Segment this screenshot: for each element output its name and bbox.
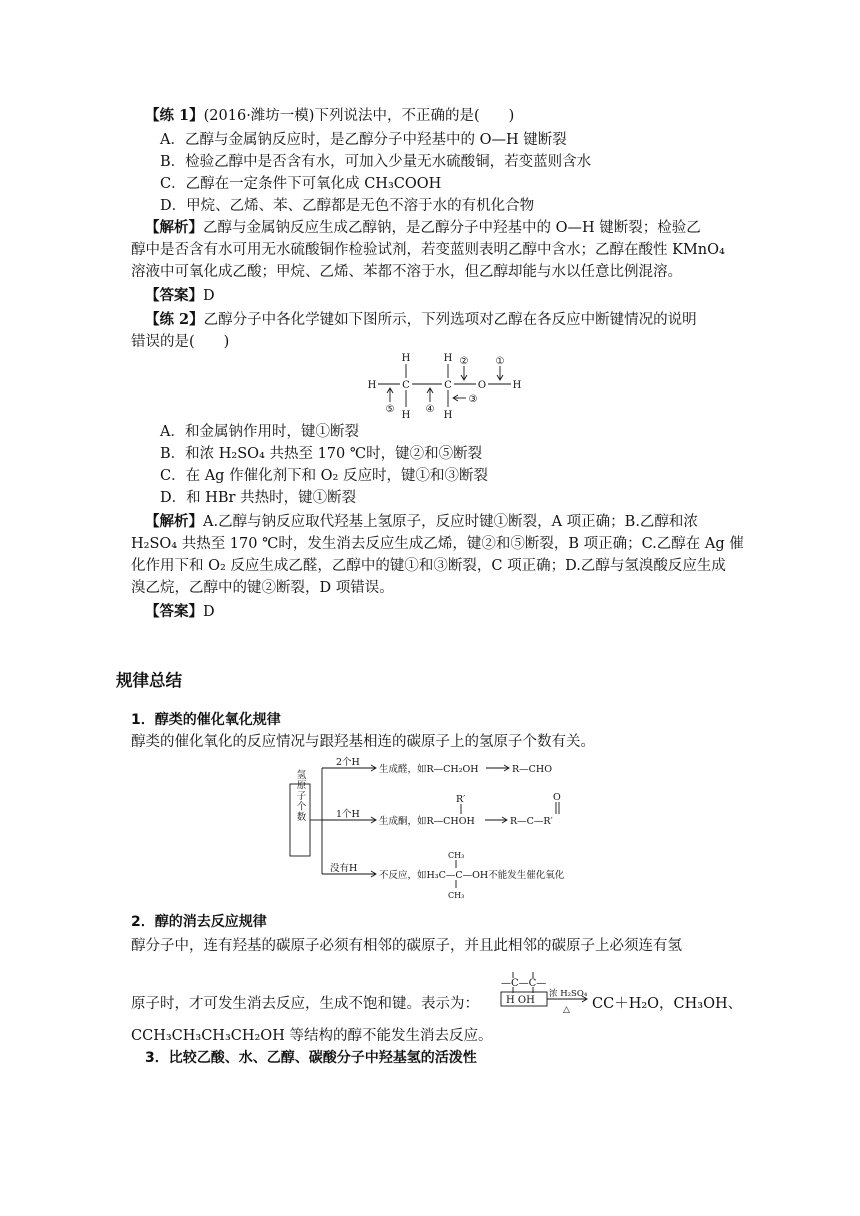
atom-c-2: C	[444, 380, 452, 391]
eq-heat: △	[563, 1005, 570, 1015]
branch-2-result: 生成酮，如R—CHOH	[379, 816, 475, 827]
bond-label-1: ①	[495, 356, 505, 367]
q2-tag: 【练 2】	[145, 311, 204, 328]
branch-3-substituent-bottom: CH₃	[448, 891, 465, 900]
bond-label-4: ④	[425, 404, 435, 415]
q1-analysis-line-2: 醇中是否含有水可用无水硫酸铜作检验试剂，若变蓝则表明乙醇中含水；乙醇在酸性 KMnO₄	[131, 242, 725, 258]
ethanol-bond-diagram	[360, 350, 540, 422]
q2-analysis-tag: 【解析】	[145, 513, 203, 530]
bond-label-5: ⑤	[385, 404, 395, 415]
q1-answer-tag: 【答案】	[145, 287, 203, 304]
rule-3-heading: 3．比较乙酸、水、乙醇、碳酸分子中羟基氢的活泼性	[145, 1050, 477, 1066]
oxidation-rule-diagram	[286, 756, 616, 906]
atom-h-right: H	[512, 380, 522, 391]
rule-2-heading: 2．醇的消去反应规律	[131, 914, 267, 930]
q1-answer-value: D	[203, 288, 215, 304]
eq-condition: 浓 H₂SO₄	[549, 989, 588, 999]
q1-analysis-line-1	[145, 218, 701, 238]
eq-top-structure: —C—C—	[501, 978, 547, 989]
branch-2-product-top: O	[553, 792, 561, 803]
q2-option-a: A．和金属钠作用时，键①断裂	[160, 424, 359, 440]
q1-option-d: D．甲烷、乙烯、苯、乙醇都是无色不溶于水的有机化合物	[160, 198, 535, 214]
diagram-box-label: 氢原子个数	[294, 769, 306, 823]
q2-stem-text-1: 乙醇分子中各化学键如下图所示，下列选项对乙醇在各反应中断键情况的说明	[203, 312, 697, 328]
q2-analysis-line-2: H₂SO₄ 共热至 170 ℃时，发生消去反应生成乙烯，键②和⑤断裂，B 项正确；C.乙醇在 Ag 催	[131, 536, 744, 552]
q1-stem	[145, 106, 514, 126]
q1-analysis-text-1: 乙醇与金属钠反应生成乙醇钠，是乙醇分子中羟基中的 O—H 键断裂；检验乙	[203, 220, 701, 236]
rule-2-line-2-post: CC＋H₂O，CH₃OH、	[592, 996, 743, 1012]
q1-analysis-line-3: 溶液中可氧化成乙酸；甲烷、乙烯、苯都不溶于水，但乙醇却能与水以任意比例混溶。	[131, 264, 682, 280]
branch-1-result: 生成醛，如R—CH₂OH	[379, 764, 479, 775]
bond-label-3: ③	[468, 394, 478, 405]
q1-option-a: A．乙醇与金属钠反应时，是乙醇分子中羟基中的 O—H 键断裂	[160, 132, 567, 148]
elimination-equation	[497, 968, 592, 1018]
q1-stem-text: (2016·潍坊一模)下列说法中，不正确的是( )	[203, 108, 515, 124]
atom-c-1: C	[402, 380, 410, 391]
atom-h-bottom-1: H	[401, 410, 411, 421]
bond-label-2: ②	[459, 356, 469, 367]
rule-2-line-1: 醇分子中，连有羟基的碳原子必须有相邻的碳原子，并且此相邻的碳原子上必须连有氢	[131, 938, 682, 954]
q1-answer	[145, 286, 215, 306]
atom-h-bottom-2: H	[443, 410, 453, 421]
q2-answer	[145, 602, 215, 622]
rule-2-line-3: CCH₃CH₃CH₃CH₂OH 等结构的醇不能发生消去反应。	[131, 1028, 493, 1044]
q1-analysis-tag: 【解析】	[145, 219, 203, 236]
rule-1-heading: 1．醇类的催化氧化规律	[131, 712, 281, 728]
q2-option-c: C．在 Ag 作催化剂下和 O₂ 反应时，键①和③断裂	[160, 468, 488, 484]
q2-stem-line-1	[145, 310, 697, 330]
section-title: 规律总结	[116, 671, 182, 690]
branch-2-condition: 1个H	[336, 809, 360, 820]
q2-stem-line-2: 错误的是( )	[131, 334, 230, 350]
q1-option-c: C．乙醇在一定条件下可氧化成 CH₃COOH	[160, 176, 442, 192]
q2-option-b: B．和浓 H₂SO₄ 共热至 170 ℃时，键②和⑤断裂	[160, 446, 483, 462]
branch-2-substituent: R′	[456, 794, 466, 805]
branch-3-condition: 没有H	[330, 863, 358, 874]
branch-1-product: R—CHO	[512, 764, 552, 775]
atom-h-left: H	[367, 380, 377, 391]
q2-analysis-line-1	[145, 512, 698, 532]
atom-h-top-1: H	[401, 353, 411, 364]
q2-analysis-line-3: 化作用下和 O₂ 反应生成乙醛，乙醇中的键①和③断裂，C 项正确；D.乙醇与氢溴酸反应生成	[131, 558, 726, 574]
rule-1-text: 醇类的催化氧化的反应情况与跟羟基相连的碳原子上的氢原子个数有关。	[131, 734, 595, 750]
eq-bottom-structure: H OH	[506, 995, 535, 1006]
branch-1-condition: 2个H	[336, 757, 360, 768]
q2-analysis-text-1: A.乙醇与钠反应取代羟基上氢原子，反应时键①断裂，A 项正确；B.乙醇和浓	[203, 514, 698, 530]
branch-3-result: 不反应，如H₃C—C—OH不能发生催化氧化	[379, 870, 565, 881]
atom-h-top-2: H	[443, 353, 453, 364]
branch-2-product: R—C—R′	[510, 816, 553, 827]
atom-o: O	[477, 380, 487, 391]
q2-answer-value: D	[203, 604, 215, 620]
branch-3-substituent-top: CH₃	[448, 851, 465, 860]
q2-analysis-line-4: 溴乙烷，乙醇中的键②断裂，D 项错误。	[131, 580, 394, 596]
q2-answer-tag: 【答案】	[145, 603, 203, 620]
rule-2-line-2-pre: 原子时，才可发生消去反应，生成不饱和键。表示为：	[131, 996, 479, 1012]
q1-tag: 【练 1】	[145, 107, 204, 124]
q1-option-b: B．检验乙醇中是否含有水，可加入少量无水硫酸铜，若变蓝则含水	[160, 154, 592, 170]
q2-option-d: D．和 HBr 共热时，键①断裂	[160, 490, 357, 506]
